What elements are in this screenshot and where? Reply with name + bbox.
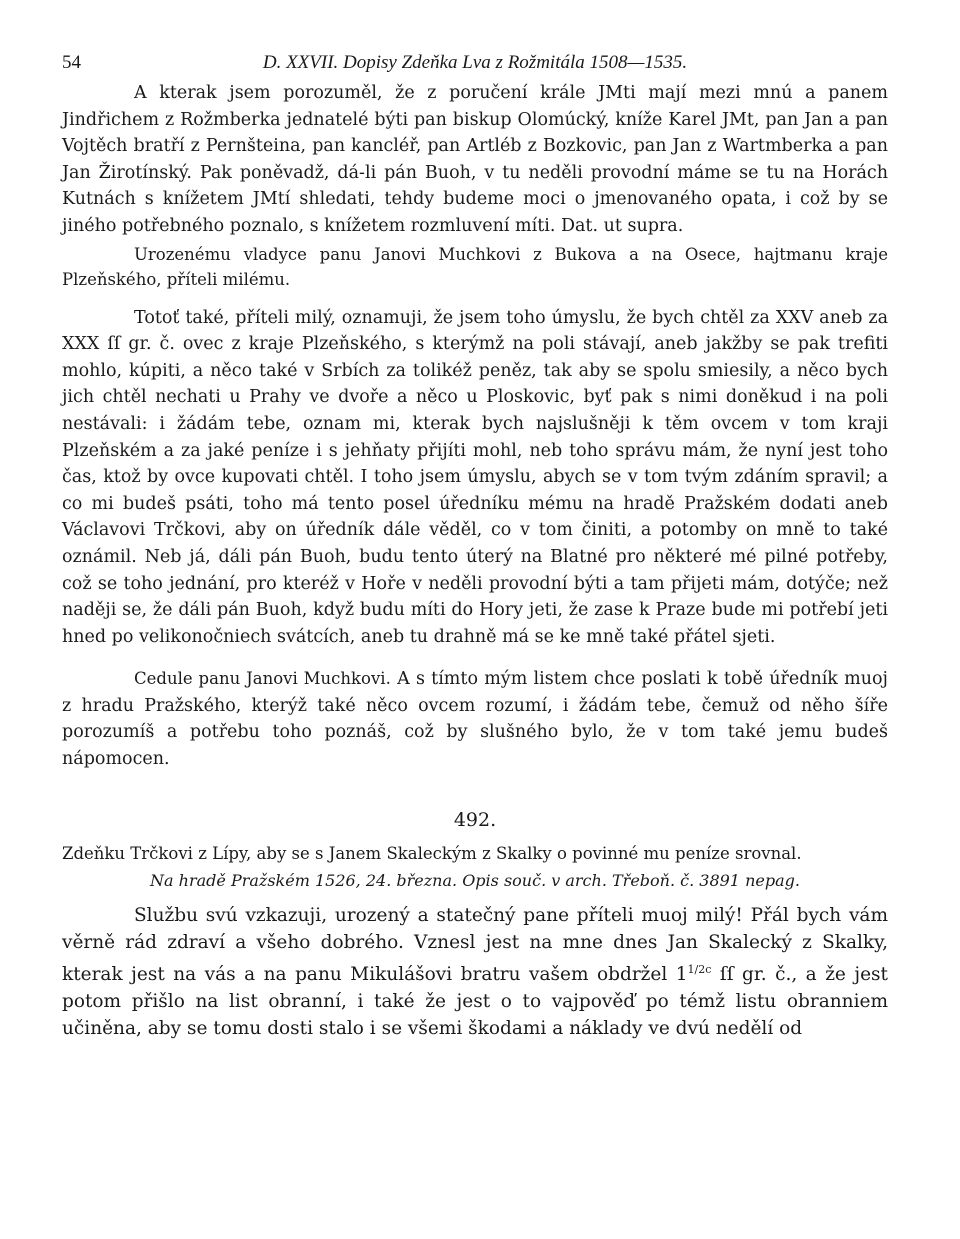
cedule-text: A s tímto mým listem chce poslati k tobě úředník muoj z hradu Pražského, kterýž také něco ovcem rozumí, i žádám tebe, čemuž od něho šíře porozumíš a potřebu toho poznáš, což by slušného bylo, že v tom také jemu budeš nápomocen. <box>62 669 888 770</box>
paragraph-2: Totoť také, příteli milý, oznamuji, že jsem toho úmyslu, že bych chtěl za XXV aneb za XXX ſſ gr. č. ovec z kraje Plzeňského, s kterýmž na poli stávají, aneb jakžby se pak trefiti mohlo, kúpiti, a něco také v Srbích za tolikéž peněz, tak aby se spolu smiesily, a něco bych jich chtěl nechati u Prahy ve dvoře a něco u Ploskovic, byť pak s nimi doněkud i na poli nestávali: i žádám tebe, oznam mi, kterak bych najslušněji k těm ovcem v tom kraji Plzeňském a za jaké peníze i s jehňaty přijíti mohl, neb toho správu mám, že nyní jest toho čas, ktož by ovce kupovati chtěl. I toho jsem úmyslu, abych se v tom tvým zdáním spravil; a co mi budeš psáti, toho má tento posel úředníku mému na hradě Pražském dodati aneb Václavovi Trčkovi, aby on úředník dále věděl, co v tom činiti, a potomby on mně to také oznámil. Neb já, dáli pán Buoh, budu tento úterý na Blatné pro některé mé pilné potřeby, což se toho jednání, pro kteréž v Hoře v neděli provodní býti a tam přijeti mám, dotýče; než naději se, že dáli pán Buoh, když budu míti do Hory jeti, že zase k Praze bude mi potřebí jeti hned po velikonočniech svátcích, aneb tu drahně má se ke mně také přátel sjeti. <box>62 307 888 647</box>
document-page <box>62 50 888 1042</box>
cedule-paragraph <box>62 666 888 772</box>
greeting: Službu svú vzkazuji, urozený a statečný pane příteli muoj milý! Přál bych vám věrně rád zdraví a všeho dobrého. <box>62 904 888 953</box>
document-regest: Zdeňku Trčkovi z Lípy, aby se s Janem Skaleckým z Skalky o povinné mu peníze srovnal. <box>62 843 802 863</box>
greeting-paragraph <box>62 902 888 1042</box>
paragraph-3-end: ſſ gr. č., a že jest potom přišlo na list obranní, i také že jest o to vajpověď po témž listu obranniem učiněna, aby se tomu dosti stalo i se všemi škodami a náklady ve dvú nedělí od <box>62 963 888 1039</box>
paragraph-1: A kterak jsem porozuměl, že z poručení krále JMti mají mezi mnú a panem Jindřichem z Rožmberka jednatelé býti pan biskup Olomúcký, kníže Karel JMt, pan Jan a pan Vojtěch bratří z Pernšteina, pan kancléř, pan Artléb z Bozkovic, pan Jan z Wartmberka a pan Jan Žirotínský. Pak poněvadž, dá-li pán Buoh, v tu neděli provodní máme se tu na Horách Kutnách s knížetem JMtí shledati, tehdy budeme moci o jmenovaného opata, i což by se jiného potřebného poznalo, s knížetem rozmluvení míti. Dat. ut supra. <box>62 83 888 236</box>
fraction-half: 1/2 <box>687 962 706 976</box>
document-source: Na hradě Pražském 1526, 24. března. Opis souč. v arch. Třeboň. č. 3891 nepag. <box>150 870 800 890</box>
page-number: 54 <box>62 52 81 73</box>
letter-address: Urozenému vladyce panu Janovi Muchkovi z Bukova a na Osece, hajtmanu kraje Plzeňského, příteli milému. <box>62 244 888 290</box>
hundred-mark: c <box>705 962 712 976</box>
document-number: 492. <box>453 808 497 831</box>
paragraph-3-start: Vznesl jest na mne dnes Jan Skalecký z Skalky, kterak jest na vás a na panu Mikulášovi bratru vašem obdržel 1 <box>62 931 888 985</box>
running-head: D. XXVII. Dopisy Zdeňka Lva z Rožmitála 1508—1535. <box>262 52 688 73</box>
page-header <box>62 50 888 80</box>
cedule-label: Cedule panu Janovi Muchkovi. <box>134 669 391 689</box>
